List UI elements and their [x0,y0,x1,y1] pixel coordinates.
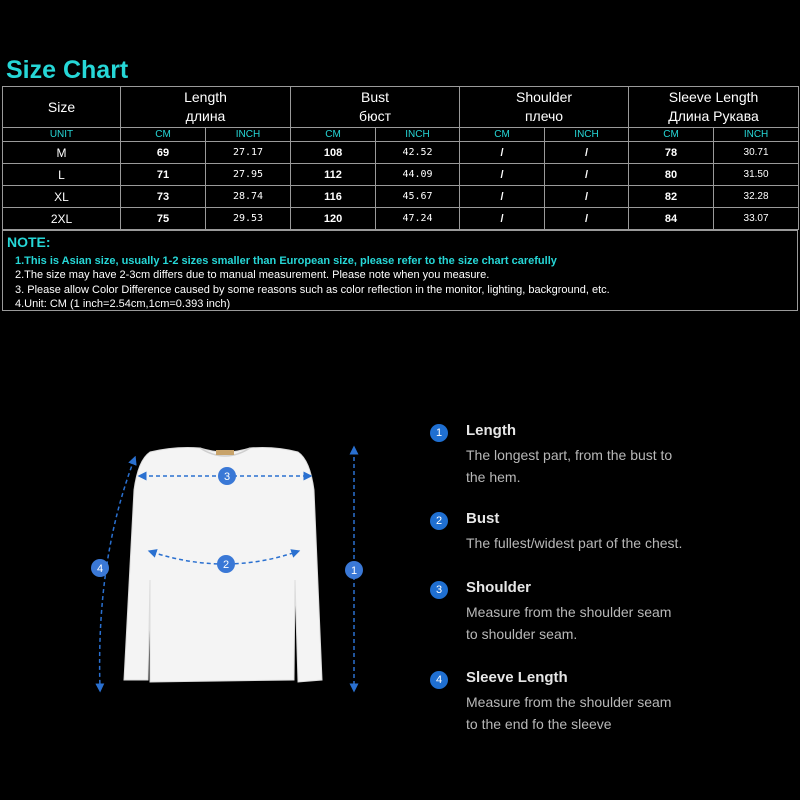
cm-label: CM [460,128,545,142]
shoulder-header: Shoulder плечо [460,87,629,128]
svg-text:3: 3 [223,471,231,483]
inch-label: INCH [545,128,629,142]
legend-title: Shoulder [466,579,532,596]
bust-cm-cell: 112 [291,164,376,186]
number-1-icon: 1 [430,424,448,442]
note-item: 1.This is Asian size, usually 1-2 sizes smaller than European size, please refer to the size chart carefully [15,255,557,267]
legend-title: Length [466,422,516,439]
size-cell: M [3,142,121,164]
shoulder-inch-cell: / [545,186,629,208]
sleeve-inch-cell: 31.50 [714,164,799,186]
length-header: Length длина [121,87,291,128]
table-row [3,142,799,164]
length-inch-cell: 27.17 [206,142,291,164]
bust-inch-cell: 45.67 [376,186,460,208]
legend-description: Measure from the shoulder seam to shoulder seam. [466,604,672,642]
length-inch-cell: 29.53 [206,208,291,230]
inch-label: INCH [206,128,291,142]
length-inch-cell: 27.95 [206,164,291,186]
number-2-icon: 2 [430,512,448,530]
unit-row [3,128,799,142]
table-header-row [3,87,799,128]
bust-header: Bust бюст [291,87,460,128]
label-tag [216,450,234,455]
shoulder-cm-cell: / [460,186,545,208]
sleeve-cm-cell: 78 [629,142,714,164]
tshirt-diagram [90,440,380,700]
notes-box [2,230,798,311]
shoulder-inch-cell: / [545,164,629,186]
legend-title: Sleeve Length [466,669,568,686]
shoulder-cm-cell: / [460,208,545,230]
svg-text:4: 4 [96,563,104,575]
table-row [3,186,799,208]
number-3-icon: 3 [430,581,448,599]
bust-cm-cell: 108 [291,142,376,164]
shoulder-inch-cell: / [545,142,629,164]
shoulder-cm-cell: / [460,142,545,164]
size-cell: L [3,164,121,186]
length-cm-cell: 71 [121,164,206,186]
table-row [3,208,799,230]
sleeve-inch-cell: 33.07 [714,208,799,230]
sleeve-inch-cell: 32.28 [714,186,799,208]
sleeve-length-header: Sleeve Length Длина Рукава [629,87,799,128]
legend-description: The fullest/widest part of the chest. [466,535,683,551]
cm-label: CM [121,128,206,142]
sleeve-inch-cell: 30.71 [714,142,799,164]
number-4-icon: 4 [430,671,448,689]
length-cm-cell: 73 [121,186,206,208]
legend-description: The longest part, from the bust to the hem. [466,447,673,485]
inch-label: INCH [376,128,460,142]
size-table [2,86,799,230]
bust-cm-cell: 116 [291,186,376,208]
legend-title: Bust [466,510,500,527]
bust-inch-cell: 44.09 [376,164,460,186]
svg-text:1: 1 [350,565,358,577]
sleeve-cm-cell: 82 [629,186,714,208]
shoulder-inch-cell: / [545,208,629,230]
size-cell: 2XL [3,208,121,230]
bust-inch-cell: 47.24 [376,208,460,230]
note-item: 2.The size may have 2-3cm differs due to manual measurement. Please note when you measure. [15,269,490,281]
bust-inch-cell: 42.52 [376,142,460,164]
inch-label: INCH [714,128,799,142]
note-item: 4.Unit: CM (1 inch=2.54cm,1cm=0.393 inch) [15,298,231,310]
length-inch-cell: 28.74 [206,186,291,208]
notes-title: NOTE: [7,234,51,250]
bust-cm-cell: 120 [291,208,376,230]
table-row [3,164,799,186]
sleeve-cm-cell: 80 [629,164,714,186]
svg-text:2: 2 [222,559,230,571]
size-cell: XL [3,186,121,208]
unit-label: UNIT [3,128,121,142]
page-title: Size Chart [6,56,129,84]
cm-label: CM [629,128,714,142]
length-cm-cell: 75 [121,208,206,230]
legend-description: Measure from the shoulder seam to the end fo the sleeve [466,694,672,732]
shoulder-cm-cell: / [460,164,545,186]
size-header: Size [3,87,121,128]
sleeve-cm-cell: 84 [629,208,714,230]
cm-label: CM [291,128,376,142]
note-item: 3. Please allow Color Difference caused by some reasons such as color reflection in the monitor, lighting, background, etc. [15,284,610,296]
length-cm-cell: 69 [121,142,206,164]
